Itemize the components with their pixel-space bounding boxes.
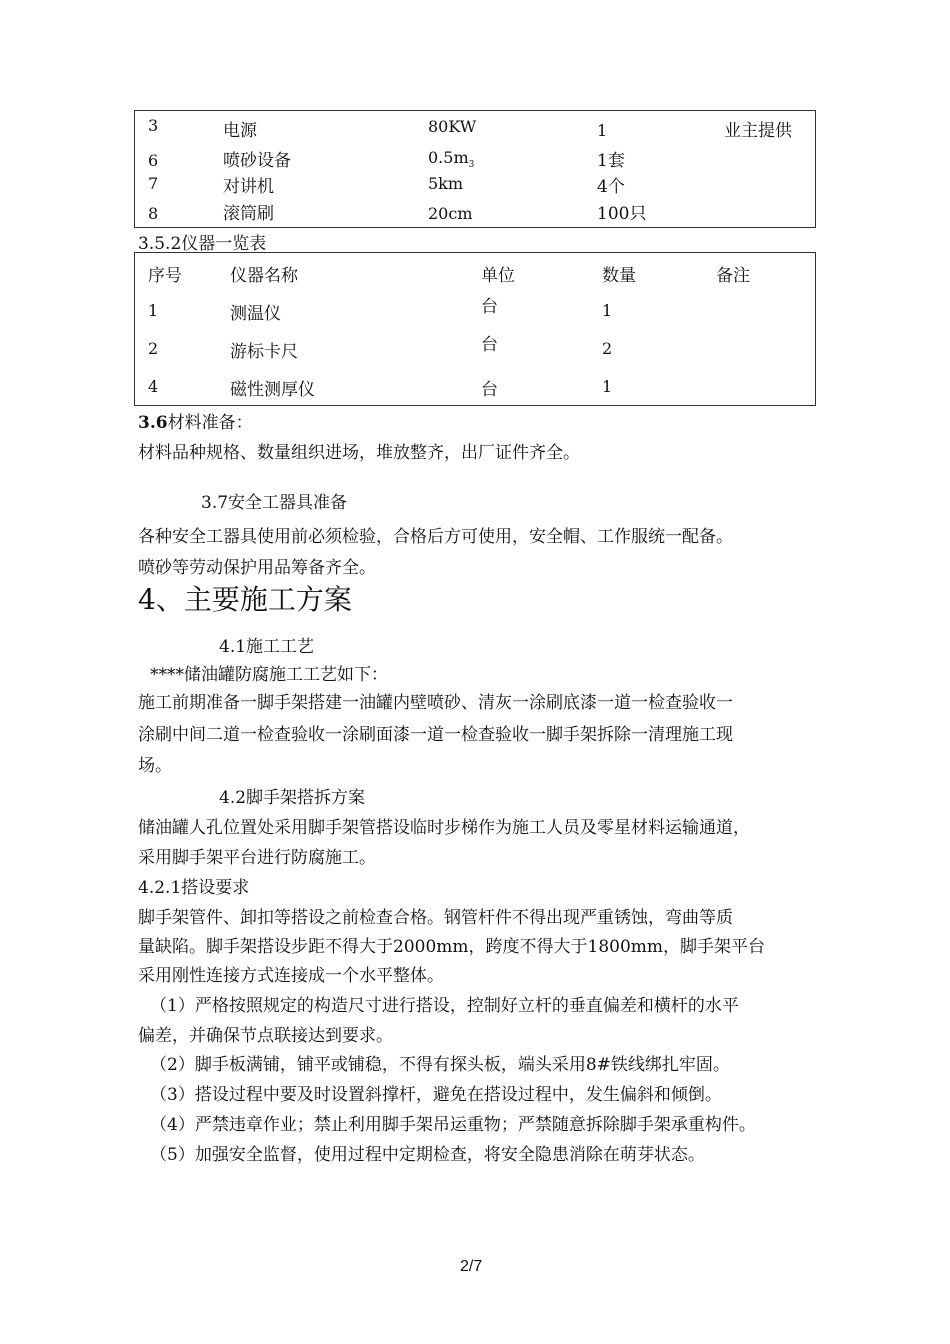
instrument-row-name: 磁性测厚仪 [230, 380, 315, 400]
section-3-7-title: 3.7安全工器具准备 [201, 493, 348, 513]
instrument-row-no: 2 [148, 339, 159, 358]
list-item: （4）严禁违章作业；禁止利用脚手架吊运重物；严禁随意拆除脚手架承重构件。 [150, 1115, 756, 1135]
equipment-row-name: 对讲机 [223, 177, 274, 197]
equipment-row-qty: 1 [597, 121, 608, 140]
equipment-row-name: 喷砂设备 [223, 151, 291, 171]
instrument-row-qty: 1 [602, 301, 613, 320]
equipment-row-no: 3 [148, 116, 159, 135]
instrument-header-unit: 单位 [481, 266, 515, 286]
instrument-section-title: 3.5.2仪器一览表 [138, 234, 267, 254]
section-4-1-line: 施工前期准备一脚手架搭建一油罐内壁喷砂、清灰一涂刷底漆一道一检查验收一 [138, 693, 733, 713]
section-4-1-line: 场。 [138, 756, 172, 776]
list-item: （1）严格按照规定的构造尺寸进行搭设，控制好立杆的垂直偏差和横杆的水平 [150, 996, 739, 1016]
instrument-header-no: 序号 [148, 266, 182, 286]
equipment-row-name: 电源 [223, 121, 257, 141]
equipment-row-spec: $0.5m_3$ [428, 148, 475, 171]
equipment-row-qty: 1套 [597, 151, 625, 171]
page-number: 2/7 [460, 1258, 483, 1275]
equipment-row-qty: 100只 [597, 204, 647, 224]
section-3-6-title [138, 408, 253, 433]
section-3-6-label: 材料准备： [167, 413, 253, 433]
equipment-row-spec: 80KW [428, 117, 477, 136]
equipment-row-no: 7 [148, 174, 159, 193]
section-4-1-line: 涂刷中间二道一检查验收一涂刷面漆一道一检查验收一脚手架拆除一清理施工现 [138, 725, 733, 745]
section-4-1-intro: ****储油罐防腐施工工艺如下： [150, 665, 388, 685]
section-4-2-1-line: 量缺陷。脚手架搭设步距不得大于2000mm，跨度不得大于1800mm，脚手架平台 [138, 937, 766, 957]
equipment-row-note: 业主提供 [724, 121, 792, 141]
instrument-header-note: 备注 [716, 266, 750, 286]
instrument-row-no: 1 [148, 301, 159, 320]
section-3-7-line: 喷砂等劳动保护用品筹备齐全。 [138, 558, 376, 578]
equipment-row-name: 滚筒刷 [223, 204, 274, 224]
instrument-header-name: 仪器名称 [230, 266, 298, 286]
instrument-row-qty: 1 [602, 377, 613, 396]
instrument-header-qty: 数量 [602, 266, 636, 286]
instrument-row-name: 游标卡尺 [230, 342, 298, 362]
equipment-row-no: 6 [148, 151, 159, 170]
section-4-2-1-title: 4.2.1搭设要求 [138, 878, 250, 898]
instrument-row-unit: 台 [481, 380, 498, 400]
equipment-row-no: 8 [148, 204, 159, 223]
chapter-4-title: 4、主要施工方案 [138, 583, 352, 616]
section-3-6-number: 3.6 [138, 413, 168, 433]
instrument-row-unit: 台 [481, 297, 498, 317]
list-item: （5）加强安全监督，使用过程中定期检查，将安全隐患消除在萌芽状态。 [150, 1145, 705, 1165]
section-4-2-line: 采用脚手架平台进行防腐施工。 [138, 848, 376, 868]
equipment-row-spec: 5km [428, 174, 464, 193]
equipment-row-spec: 20cm [428, 204, 473, 223]
section-4-2-line: 储油罐人孔位置处采用脚手架管搭设临时步梯作为施工人员及零星材料运输通道， [138, 818, 750, 838]
list-item: （3）搭设过程中要及时设置斜撑杆，避免在搭设过程中，发生偏斜和倾倒。 [150, 1085, 722, 1105]
section-4-2-title: 4.2脚手架搭拆方案 [219, 788, 366, 808]
instrument-row-unit: 台 [481, 335, 498, 355]
section-3-6-body: 材料品种规格、数量组织进场，堆放整齐，出厂证件齐全。 [138, 443, 580, 463]
instrument-row-name: 测温仪 [230, 304, 281, 324]
equipment-row-qty: 4个 [597, 177, 625, 197]
section-3-7-line: 各种安全工器具使用前必须检验，合格后方可使用，安全帽、工作服统一配备。 [138, 527, 733, 547]
section-4-1-title: 4.1施工工艺 [219, 637, 315, 657]
instrument-row-no: 4 [148, 377, 159, 396]
list-item: 偏差，并确保节点联接达到要求。 [138, 1026, 393, 1046]
section-4-2-1-line: 脚手架管件、卸扣等搭设之前检查合格。钢管杆件不得出现严重锈蚀，弯曲等质 [138, 908, 733, 928]
list-item: （2）脚手板满铺，铺平或铺稳，不得有探头板，端头采用8#铁线绑扎牢固。 [150, 1055, 730, 1075]
instrument-row-qty: 2 [602, 339, 613, 358]
section-4-2-1-line: 采用刚性连接方式连接成一个水平整体。 [138, 966, 444, 986]
